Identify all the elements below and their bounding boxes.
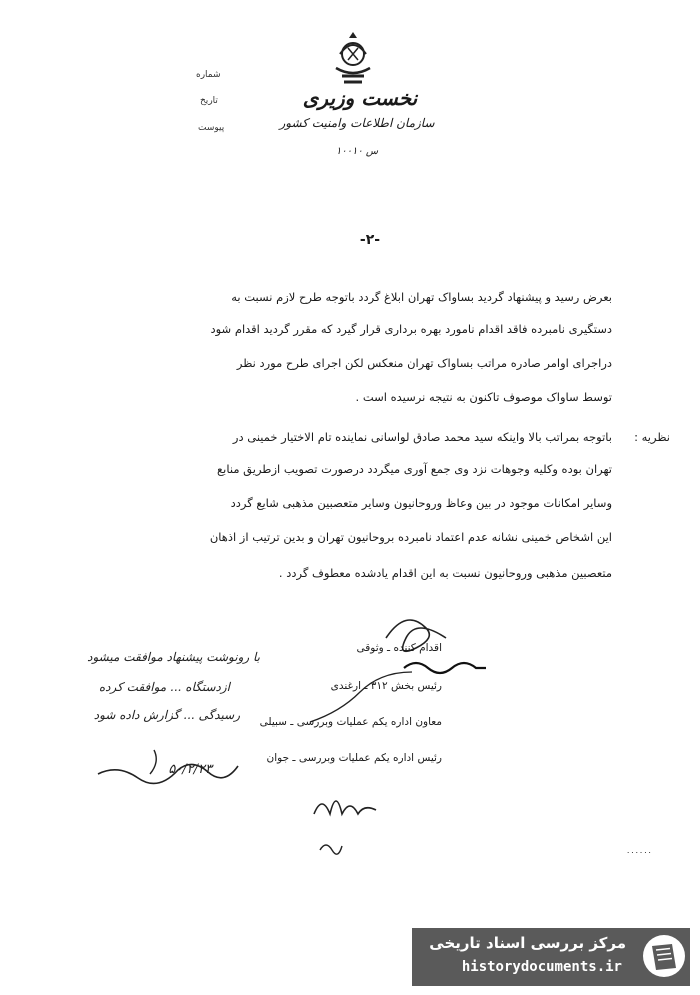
section-chief-line: رئیس بخش ۳۱۲ ـ ارغندی [330,680,442,692]
page-number: -۲- [359,232,381,248]
deputy-line: معاون اداره یکم عملیات وبررسی ـ سبیلی [259,716,442,728]
letterhead-title: نخست وزیری [302,86,418,110]
document-code: س ۱۰۰۱۰ [335,146,379,157]
lion-and-sun-emblem-icon [326,28,380,90]
handwritten-date: ۵۰/۲/۲۳ [168,762,212,777]
body-line: دستگیری نامبرده فاقد اقدام نامورد بهره برداری قرار گیرد که مقرر گردید اقدام شود [210,322,612,336]
body-line: توسط ساواک موصوف تاکنون به نتیجه نرسیده است . [355,390,612,404]
handwritten-signature-left-icon [94,740,244,786]
number-label: شماره [196,70,221,80]
handwritten-note-line: ازدستگاه ... موافقت کرده [98,680,230,694]
note-line: متعصبین مذهبی وروحانیون نسبت به این اقدام یادشده معطوف گردد . [278,566,612,580]
footer-reference: ۰۰۰۰۰۰ [626,848,652,857]
attachment-label: پیوست [198,123,225,133]
date-label: تاریخ [200,96,218,106]
director-line: رئیس اداره یکم عملیات وبررسی ـ جوان [266,752,442,764]
director-signature-icon [310,784,380,824]
watermark-url[interactable]: historydocuments.ir [461,959,622,975]
handwritten-note-line: رسیدگی ... گزارش داده شود [93,708,240,722]
note-line: این اشخاص خمینی نشانه عدم اعتماد نامبرده بروحانیون تهران و بدین ترتیب از اذهان [209,530,612,544]
handwritten-note-line: با رونوشت پیشنهاد موافقت میشود [87,650,260,664]
watermark-title: مرکز بررسی اسناد تاریخی [429,934,626,952]
note-line: تهران بوده وکلیه وجوهات نزد وی جمع آوری میگردد درصورت تصویب ازطریق منابع [217,462,612,476]
note-label: نظریه : [634,430,670,444]
letterhead-organization: سازمان اطلاعات وامنیت کشور [279,116,435,130]
small-mark-icon [316,836,346,856]
body-line: دراجرای اوامر صادره مراتب بساواک تهران منعکس لکن اجرای طرح مورد نظر [236,356,612,370]
archive-logo-icon [640,932,688,980]
body-line: بعرض رسید و پیشنهاد گردید بساواک تهران ابلاغ گردد باتوجه طرح لازم نسبت به [231,290,612,304]
action-officer-line: اقدام کننده ـ وثوقی [356,642,442,654]
note-line: وسایر امکانات موجود در بین وعاظ وروحانیون وسایر متعصبین مذهبی شایع گردد [230,496,612,510]
note-line: باتوجه بمراتب بالا واینکه سید محمد صادق لواسانی نماینده تام الاختیار خمینی در [232,430,612,444]
